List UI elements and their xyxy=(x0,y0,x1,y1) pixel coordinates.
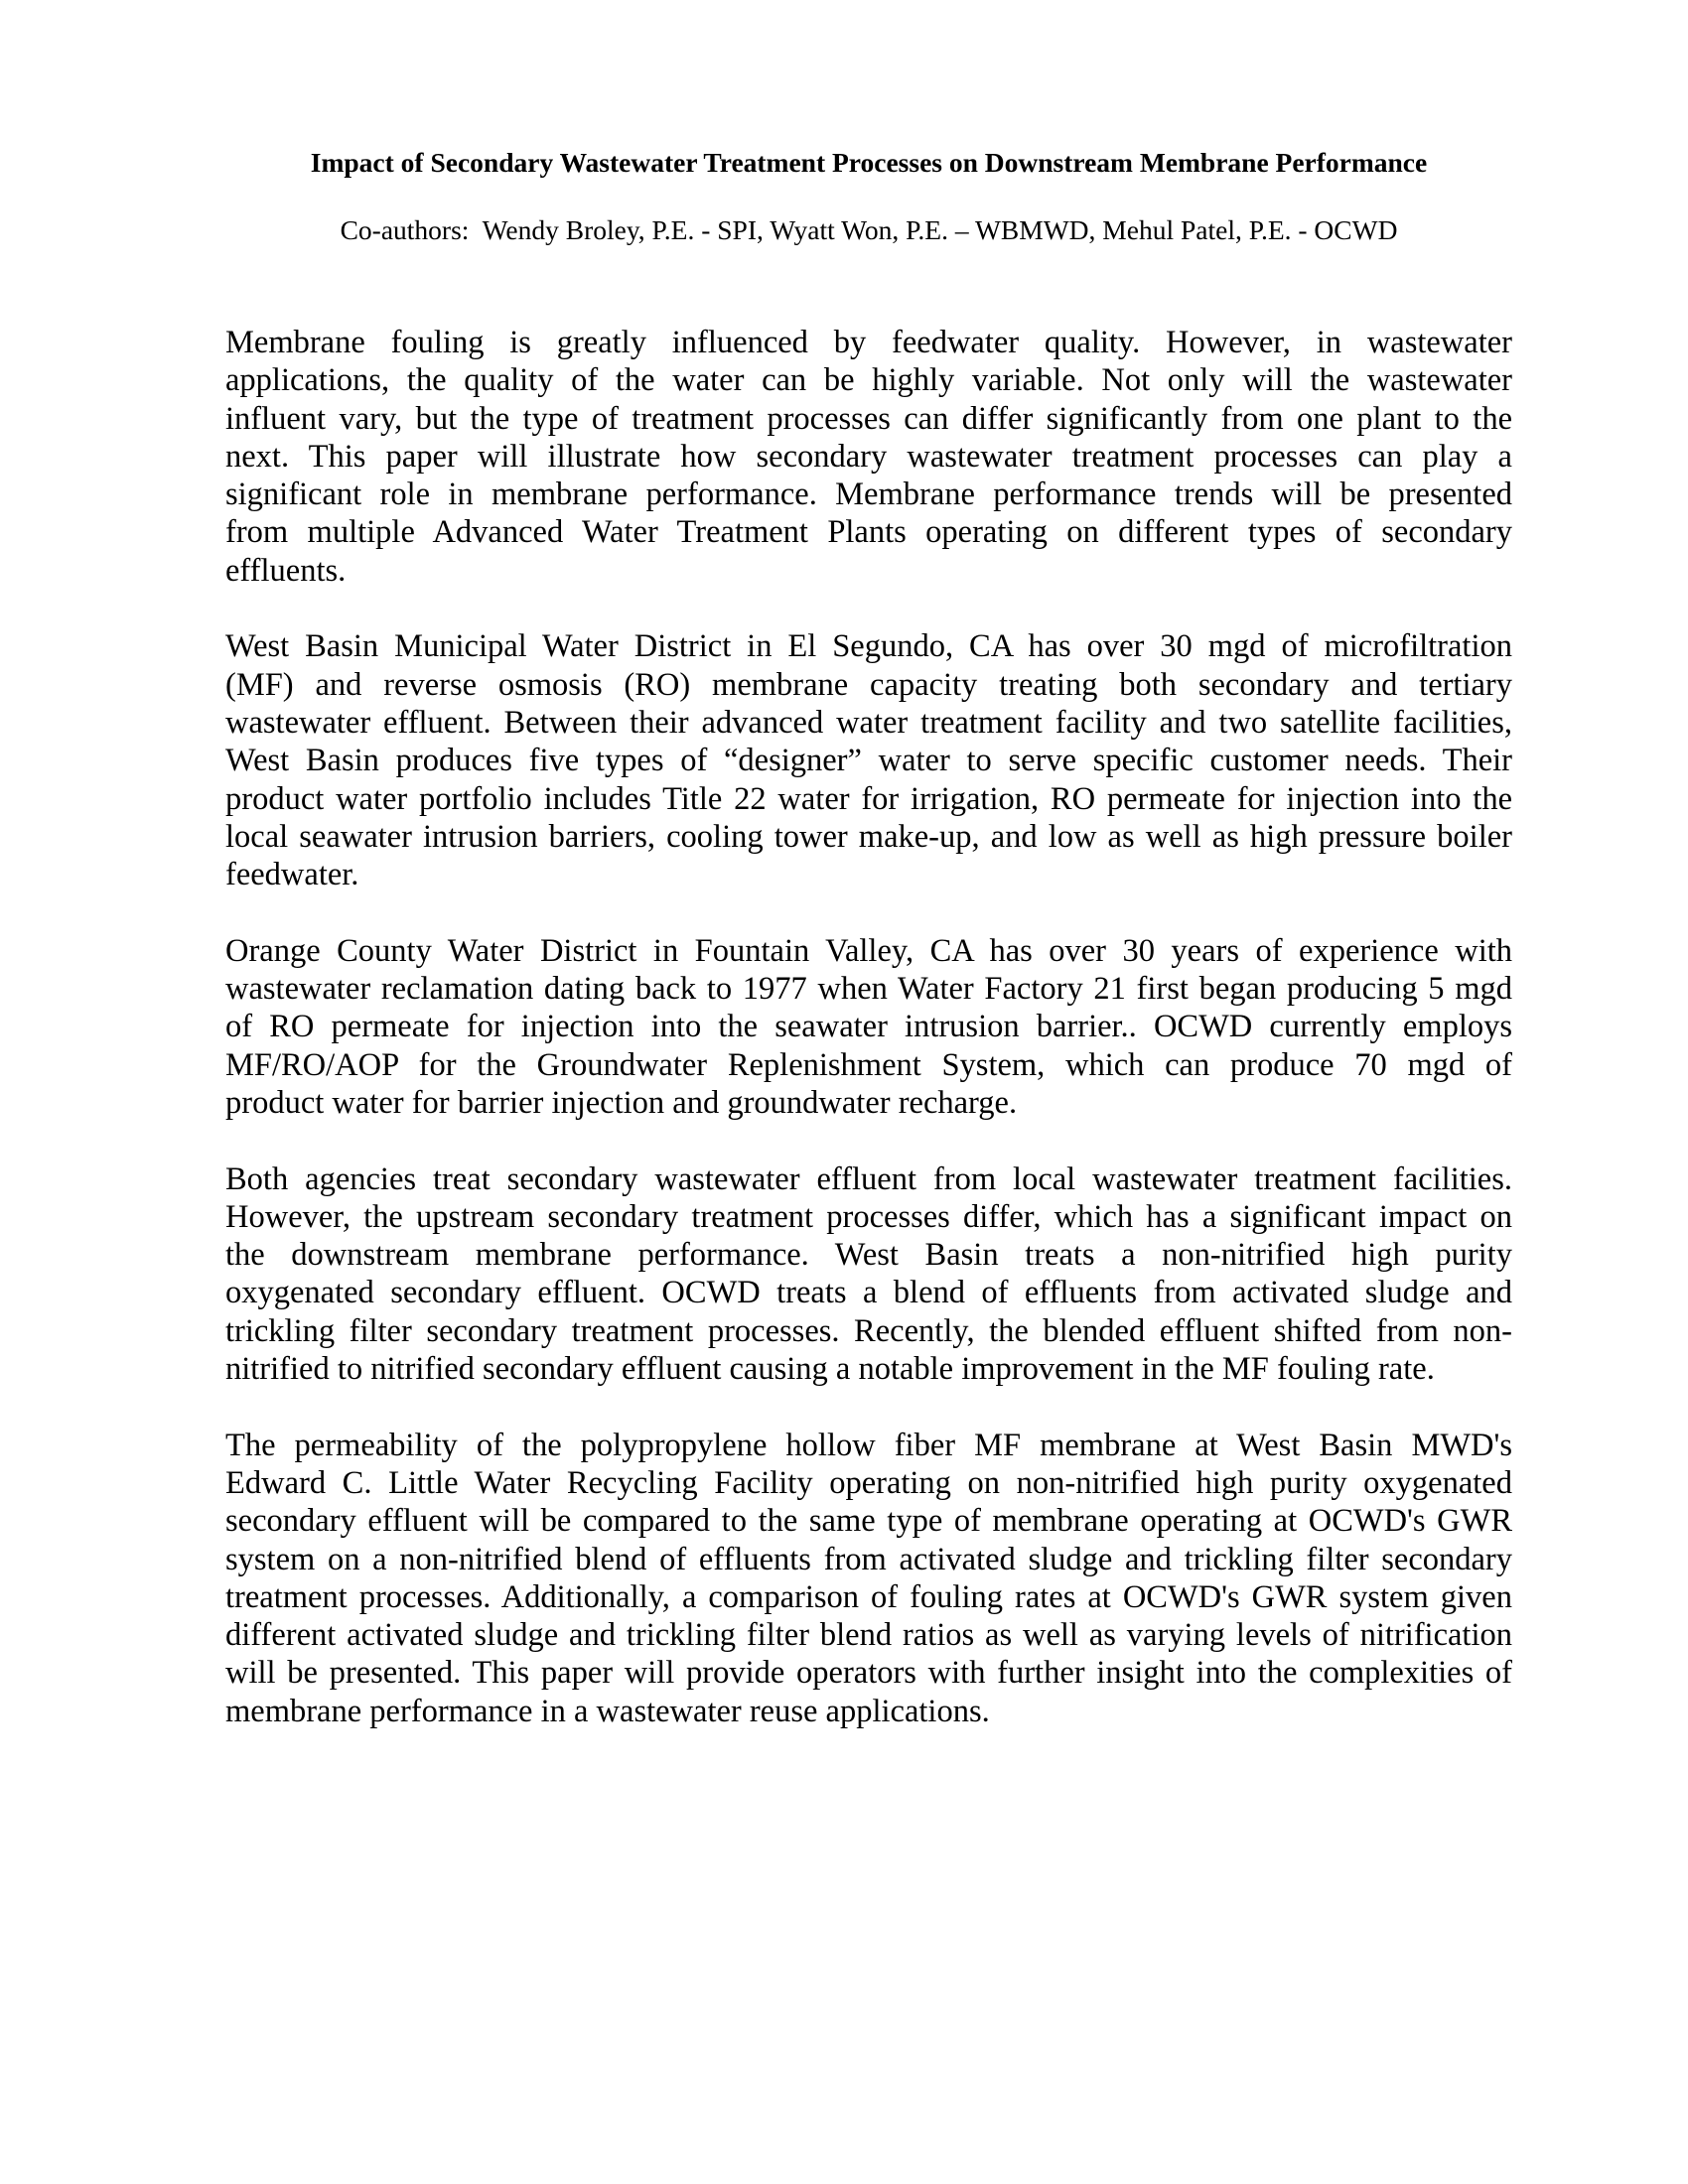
text-line: membrane performance in a wastewater reuse applications. xyxy=(225,1693,990,1729)
text-line: local seawater intrusion barriers, cooling tower make-up, and low as well as high pressure boiler xyxy=(225,818,1512,855)
paragraph-both-agencies xyxy=(225,1160,1512,1389)
text-line: feedwater. xyxy=(225,857,359,893)
text-line: product water portfolio includes Title 22 water for irrigation, RO permeate for injection into the xyxy=(225,780,1512,817)
text-line: treatment processes. Additionally, a comparison of fouling rates at OCWD's GWR system given xyxy=(225,1578,1512,1615)
text-line: nitrified to nitrified secondary effluent causing a notable improvement in the MF fouling rate. xyxy=(225,1351,1435,1388)
text-line: Membrane fouling is greatly influenced by feedwater quality. However, in wastewater xyxy=(225,325,1512,360)
text-line: of RO permeate for injection into the seawater intrusion barrier.. OCWD currently employs xyxy=(225,1009,1512,1045)
coauthors-line: Co-authors: Wendy Broley, P.E. - SPI, Wyatt Won, P.E. – WBMWD, Mehul Patel, P.E. - OCWD xyxy=(340,214,1398,245)
text-line: Edward C. Little Water Recycling Facility operating on non-nitrified high purity oxygenated xyxy=(225,1464,1512,1501)
text-line: West Basin Municipal Water District in El Segundo, CA has over 30 mgd of microfiltration xyxy=(225,628,1512,665)
text-line: different activated sludge and trickling filter blend ratios as well as varying levels of nitrification xyxy=(225,1617,1512,1654)
text-line: from multiple Advanced Water Treatment Plants operating on different types of secondary xyxy=(225,514,1512,551)
text-line: West Basin produces five types of “designer” water to serve specific customer needs. Their xyxy=(225,743,1512,779)
paragraph-intro xyxy=(225,324,1512,590)
text-line: MF/RO/AOP for the Groundwater Replenishment System, which can produce 70 mgd of xyxy=(225,1046,1512,1083)
text-line: system on a non-nitrified blend of effluents from activated sludge and trickling filter secondary xyxy=(225,1541,1512,1577)
paper-title: Impact of Secondary Wastewater Treatment Processes on Downstream Membrane Performance xyxy=(310,147,1428,178)
text-line: Both agencies treat secondary wastewater effluent from local wastewater treatment facilities. xyxy=(225,1160,1512,1197)
text-line: the downstream membrane performance. West Basin treats a non-nitrified high purity xyxy=(225,1237,1512,1274)
text-line: secondary effluent will be compared to the same type of membrane operating at OCWD's GWR xyxy=(225,1503,1512,1540)
text-line: applications, the quality of the water can be highly variable. Not only will the wastewater xyxy=(225,362,1512,399)
text-line: next. This paper will illustrate how secondary wastewater treatment processes can play a xyxy=(225,438,1512,475)
abstract-body xyxy=(225,324,1512,1768)
text-line: influent vary, but the type of treatment processes can differ significantly from one plant to the xyxy=(225,400,1512,437)
text-line: will be presented. This paper will provide operators with further insight into the complexities of xyxy=(225,1655,1512,1692)
text-line: The permeability of the polypropylene hollow fiber MF membrane at West Basin MWD's xyxy=(225,1427,1512,1463)
text-line: Orange County Water District in Fountain Valley, CA has over 30 years of experience with xyxy=(225,932,1512,969)
text-line: product water for barrier injection and groundwater recharge. xyxy=(225,1084,1018,1121)
text-line: wastewater reclamation dating back to 1977 when Water Factory 21 first began producing 5 mgd xyxy=(225,971,1512,1008)
text-line: However, the upstream secondary treatment processes differ, which has a significant impact on xyxy=(225,1198,1512,1235)
text-line: oxygenated secondary effluent. OCWD treats a blend of effluents from activated sludge and xyxy=(225,1275,1512,1311)
text-line: effluents. xyxy=(225,552,347,589)
paragraph-west-basin xyxy=(225,627,1512,893)
text-line: (MF) and reverse osmosis (RO) membrane capacity treating both secondary and tertiary xyxy=(225,666,1512,703)
paragraph-permeability xyxy=(225,1427,1512,1730)
text-line: significant role in membrane performance. Membrane performance trends will be presented xyxy=(225,477,1512,513)
paragraph-orange-county xyxy=(225,932,1512,1122)
text-line: trickling filter secondary treatment processes. Recently, the blended effluent shifted from non- xyxy=(225,1312,1512,1349)
text-line: wastewater effluent. Between their advanced water treatment facility and two satellite facilities, xyxy=(225,704,1512,741)
